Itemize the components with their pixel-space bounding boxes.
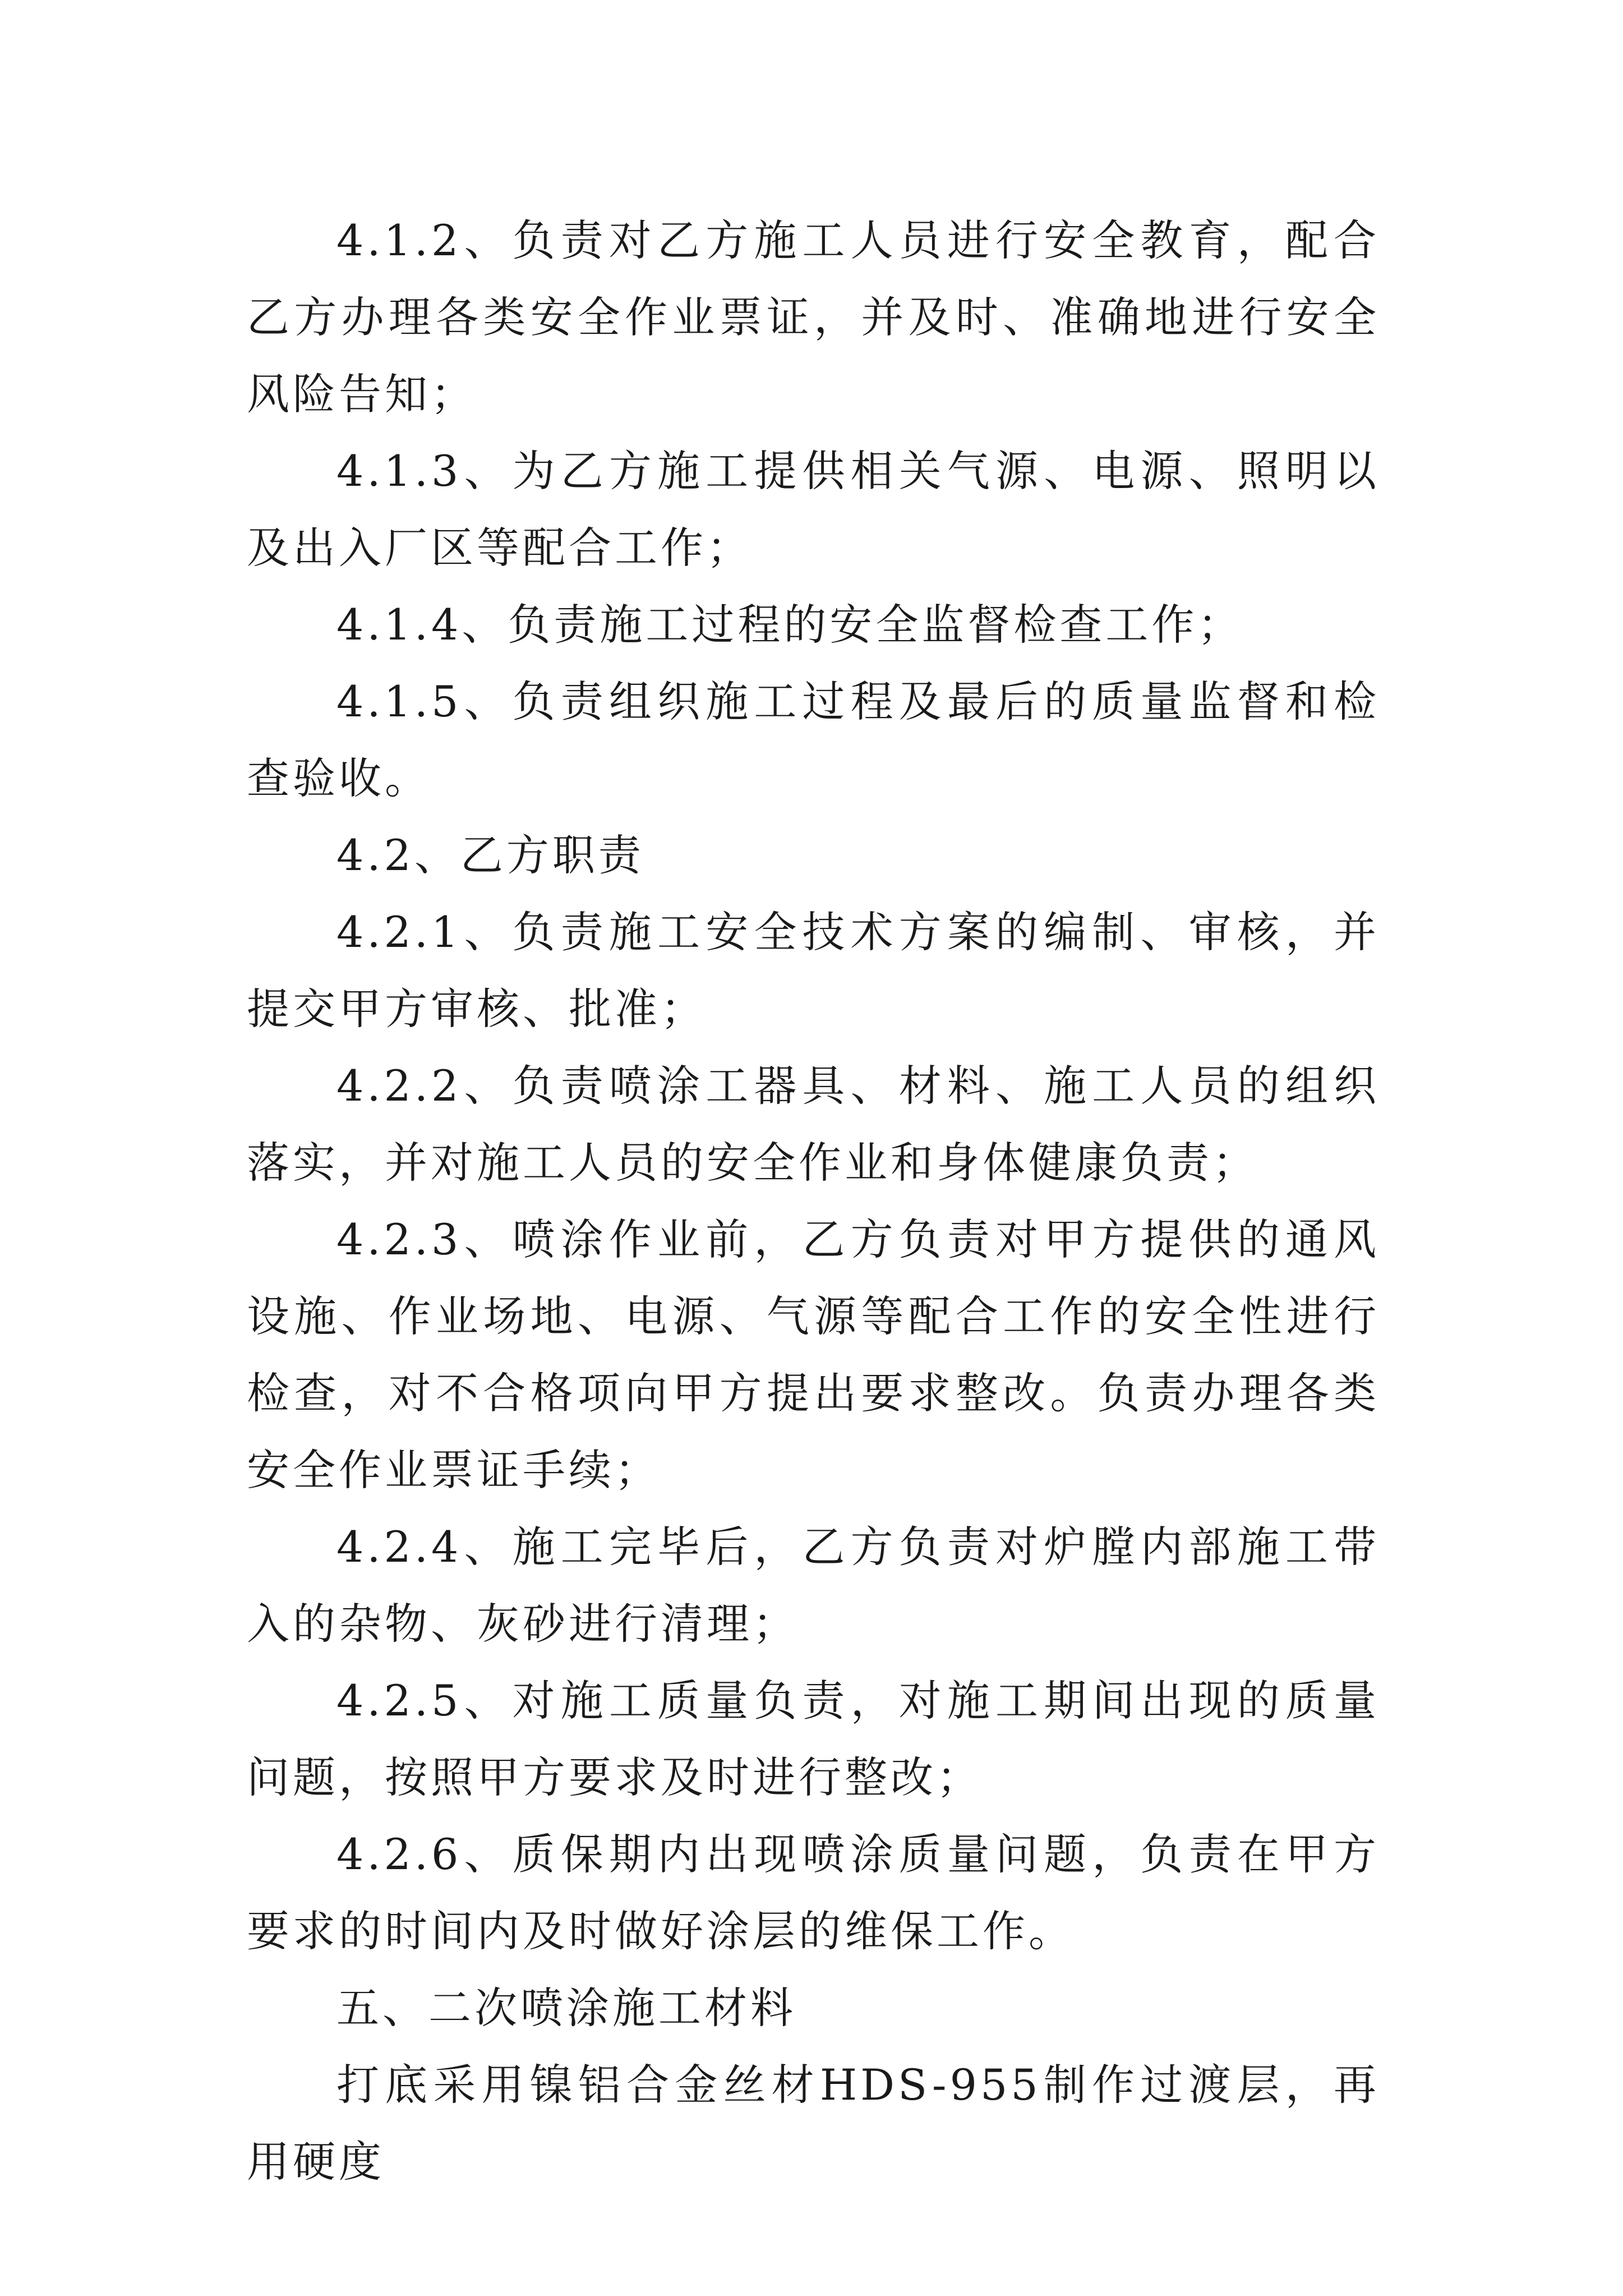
paragraph-4-1-4: 4.1.4、负责施工过程的安全监督检查工作； — [336, 600, 1244, 650]
paragraph-4-2-1: 4.2.1、负责施工安全技术方案的编制、审核，并提交甲方审核、批准； — [247, 907, 1380, 1034]
paragraph-4-2-4: 4.2.4、施工完毕后，乙方负责对炉膛内部施工带入的杂物、灰砂进行清理； — [247, 1522, 1380, 1649]
paragraph-4-2-6: 4.2.6、质保期内出现喷涂质量问题，负责在甲方要求的时间内及时做好涂层的维保工作。 — [247, 1829, 1380, 1956]
paragraph-4-2-5: 4.2.5、对施工质量负责，对施工期间出现的质量问题，按照甲方要求及时进行整改； — [247, 1676, 1380, 1802]
section-heading-5: 五、二次喷涂施工材料 — [336, 1983, 796, 2033]
paragraph-4-2-2: 4.2.2、负责喷涂工器具、材料、施工人员的组织落实，并对施工人员的安全作业和身体健康负责； — [247, 1061, 1380, 1188]
paragraph-4-1-2: 4.1.2、负责对乙方施工人员进行安全教育，配合乙方办理各类安全作业票证，并及时、准确地进行安全风险告知； — [247, 215, 1380, 419]
paragraph-materials: 打底采用镍铝合金丝材HDS-955制作过渡层，再用硬度 — [247, 2060, 1380, 2187]
paragraph-4-1-5: 4.1.5、负责组织施工过程及最后的质量监督和检查验收。 — [247, 677, 1380, 803]
document-body — [247, 202, 1380, 2200]
paragraph-4-1-3: 4.1.3、为乙方施工提供相关气源、电源、照明以及出入厂区等配合工作； — [247, 446, 1380, 573]
paragraph-4-2-3: 4.2.3、喷涂作业前，乙方负责对甲方提供的通风设施、作业场地、电源、气源等配合工作的安全性进行检查，对不合格项向甲方提出要求整改。负责办理各类安全作业票证手续； — [247, 1214, 1380, 1495]
section-heading-4-2: 4.2、乙方职责 — [336, 830, 644, 880]
